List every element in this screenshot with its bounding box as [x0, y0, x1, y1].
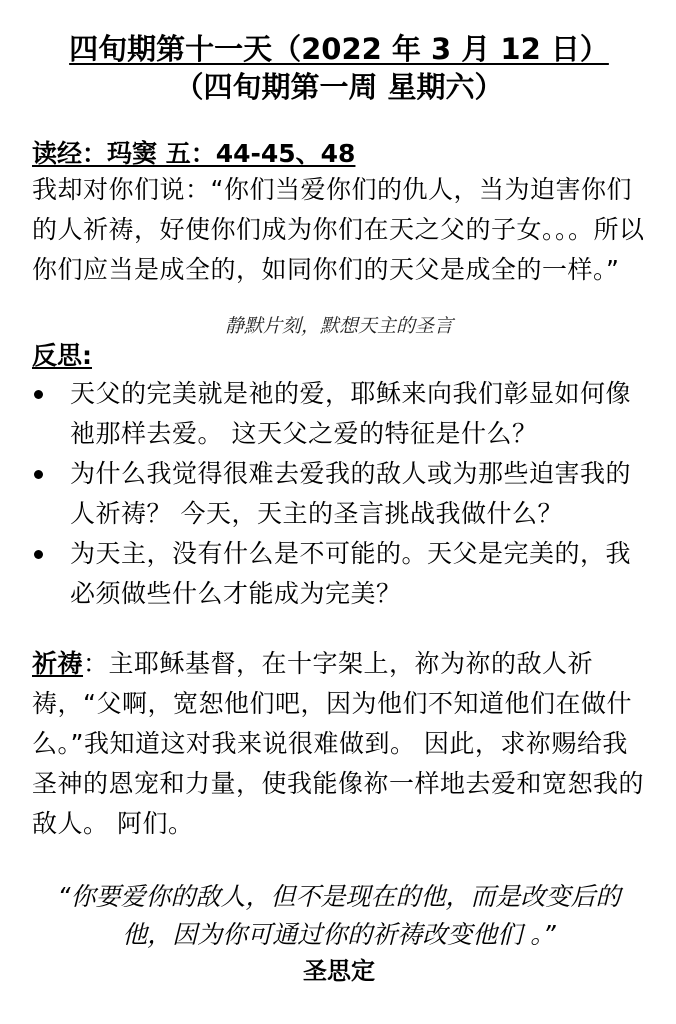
reading-heading: 读经：玛窦 五：44-45、48: [32, 139, 356, 168]
silence-note: 静默片刻，默想天主的圣言: [224, 315, 453, 337]
reflection-item-text: 天父的完美就是祂的爱，耶稣来向我们彰显如何像祂那样去爱。 这天父之爱的特征是什么？: [70, 379, 632, 448]
reading-text: 我却对你们说：“你们当爱你们的仇人，当为迫害你们的人祈祷，好使你们成为你们在天之父的子女。。。所以你们应当是成全的，如同你们的天父是成全的一样。”: [32, 175, 645, 284]
reflection-item-text: 为天主，没有什么是不可能的。天父是完美的，我必须做些什么才能成为完美？: [70, 539, 632, 608]
prayer-paragraph: [32, 644, 646, 844]
reflection-item: [32, 534, 646, 614]
quote-author: 圣思定: [303, 957, 375, 985]
page-title: [32, 30, 646, 106]
title-week-line: （四旬期第一周 星期六）: [174, 70, 504, 104]
prayer-label: 祈祷: [32, 649, 84, 678]
reflection-item-text: 为什么我觉得很难去爱我的敌人或为那些迫害我的人祈祷？ 今天，天主的圣言挑战我做什么？: [70, 459, 632, 528]
reflection-item: [32, 454, 646, 534]
reflection-heading: [32, 340, 646, 372]
reflection-list: [32, 374, 646, 614]
reflection-item: [32, 374, 646, 454]
prayer-text: 主耶稣基督，在十字架上，祢为祢的敌人祈祷，“父啊，宽恕他们吧，因为他们不知道他们在做什么。”我知道这对我来说很难做到。 因此，求祢赐给我圣神的恩宠和力量，使我能像祢一样地去爱和宽恕我的敌人。 阿们。: [32, 649, 645, 838]
bullet-icon: [34, 470, 43, 479]
bullet-icon: [34, 390, 43, 399]
title-date-line: 四旬期第十一天（2022 年 3 月 12 日）: [69, 32, 609, 66]
prayer-label-separator: ：: [83, 649, 109, 678]
reflection-heading-label: 反思:: [32, 341, 92, 370]
bullet-icon: [34, 550, 43, 559]
closing-quote: “你要爱你的敌人，但不是现在的他，而是改变后的他，因为你可通过你的祈祷改变他们 。”: [57, 882, 621, 949]
